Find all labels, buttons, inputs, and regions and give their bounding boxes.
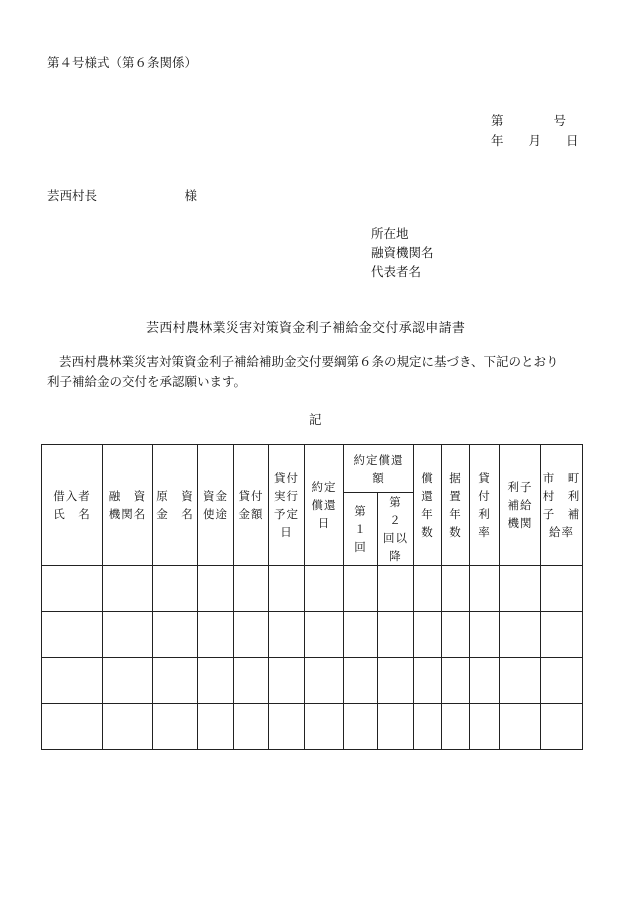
header-contract-repayment-amount: 約定償還 額 (344, 445, 414, 493)
header-loan-institution: 融 資 機関名 (103, 445, 153, 566)
body-text-line-2: 利子補給金の交付を承認願います。 (47, 374, 247, 389)
header-repayment-date: 約定 償還 日 (305, 445, 344, 566)
header-municipal-subsidy-rate: 市 町 村 利 子 補 給率 (541, 445, 583, 566)
header-second-and-later: 第 ２ 回以 降 (378, 493, 414, 566)
header-subsidy-institution: 利子 補給 機関 (500, 445, 541, 566)
header-first-installment: 第 １ 回 (344, 493, 378, 566)
table-row (42, 566, 583, 612)
header-loan-interest-rate: 貸 付 利 率 (470, 445, 500, 566)
body-text-line-1: 芸西村農林業災害対策資金利子補給補助金交付要綱第６条の規定に基づき、下記のとおり (59, 354, 559, 369)
applicant-address-label: 所在地 (371, 226, 409, 241)
document-title: 芸西村農林業災害対策資金利子補給金交付承認申請書 (146, 321, 466, 336)
application-table (41, 444, 583, 750)
header-loan-amount: 貸付 金額 (234, 445, 269, 566)
table-row (42, 704, 583, 750)
header-loan-execution-date: 貸付 実行 予定 日 (269, 445, 305, 566)
document-number: 第 号 (491, 113, 567, 128)
header-source-fund: 原 資 金 名 (153, 445, 198, 566)
header-repayment-years: 償 還 年 数 (414, 445, 442, 566)
header-borrower-name: 借入者 氏 名 (42, 445, 103, 566)
ki-heading: 記 (309, 412, 322, 427)
addressee: 芸西村長 様 (47, 188, 198, 203)
table-row (42, 658, 583, 704)
applicant-block (371, 224, 434, 281)
applicant-institution-label: 融資機関名 (371, 245, 434, 260)
table-row (42, 612, 583, 658)
document-date: 年 月 日 (491, 133, 579, 148)
header-deferral-years: 据 置 年 数 (442, 445, 470, 566)
applicant-representative-label: 代表者名 (371, 264, 422, 279)
header-fund-purpose: 資金 使途 (198, 445, 234, 566)
form-number: 第４号様式（第６条関係） (47, 55, 198, 70)
